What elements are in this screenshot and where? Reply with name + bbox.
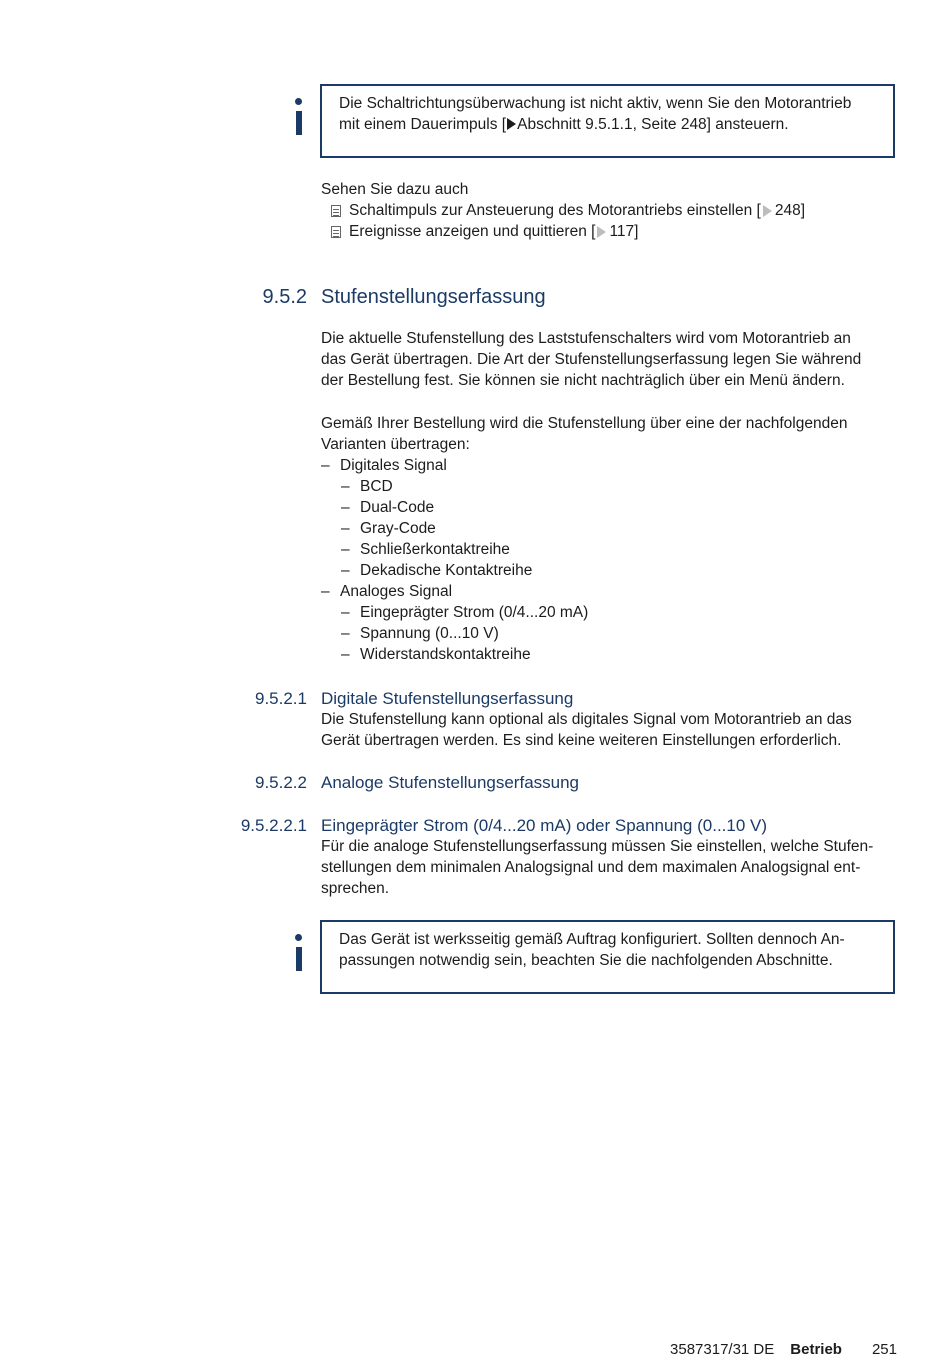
see-also-item[interactable]: Ereignisse anzeigen und quittieren [ 117] — [331, 221, 805, 242]
chapter-name: Betrieb — [790, 1341, 842, 1358]
info-text-line2: mit einem Dauerimpuls [ Abschnitt 9.5.1.1, Seite 248] ansteuern. — [339, 116, 789, 133]
page-footer — [670, 1339, 897, 1360]
section-link[interactable]: Abschnitt 9.5.1.1, Seite 248] ansteuern. — [517, 116, 789, 133]
subsection-title: Analoge Stufenstellungserfassung — [321, 773, 580, 792]
see-also-item[interactable]: Schaltimpuls zur Ansteuerung des Motorantriebs einstellen [ 248] — [331, 200, 805, 221]
document-number: 3587317/31 DE — [670, 1341, 775, 1358]
subsection-title: Eingeprägter Strom (0/4...20 mA) oder Spannung (0...10 V) — [321, 816, 768, 835]
info-box-configuration — [320, 920, 895, 994]
document-icon — [331, 205, 341, 217]
document-icon — [331, 226, 341, 238]
section-paragraph-2: Gemäß Ihrer Bestellung wird die Stufenstellung über eine der nachfolgenden Varianten übertragen: — [321, 415, 848, 453]
info-text-line1: Die Schaltrichtungsüberwachung ist nicht aktiv, wenn Sie den Motorantrieb — [339, 95, 852, 112]
see-also-title: Sehen Sie dazu auch — [321, 181, 469, 198]
section-paragraph-1: Die aktuelle Stufenstellung des Laststufenschalters wird vom Motorantrieb an das Gerät übertragen. Die Art der Stufenstellungserfassung legen Sie während der Bestellung fest. Sie können sie nicht nachträglich über ein Menü ändern. — [321, 330, 862, 389]
page-number: 251 — [871, 1341, 897, 1358]
subsection-number: 9.5.2.2.1 — [240, 816, 307, 835]
subsection-paragraph: Die Stufenstellung kann optional als digitales Signal vom Motorantrieb an das Gerät übertragen werden. Es sind keine weiteren Einstellungen erforderlich. — [321, 711, 852, 749]
info-text-line2: passungen notwendig sein, beachten Sie die nachfolgenden Abschnitte. — [339, 952, 833, 969]
link-arrow-icon — [763, 205, 772, 217]
subsection-title: Digitale Stufenstellungserfassung — [321, 689, 574, 708]
info-box-direction — [320, 84, 895, 158]
see-also-block — [321, 179, 805, 242]
info-text-line1: Das Gerät ist werksseitig gemäß Auftrag konfiguriert. Sollten dennoch An- — [339, 931, 845, 948]
link-arrow-icon — [597, 226, 606, 238]
subsection-number: 9.5.2.1 — [255, 689, 307, 708]
subsection-paragraph: Für die analoge Stufenstellungserfassung müssen Sie einstellen, welche Stufen- stellungen dem minimalen Analogsignal und dem maximalen Analogsignal ent- sprechen. — [321, 838, 874, 897]
link-arrow-icon — [507, 118, 516, 130]
subsection-number: 9.5.2.2 — [255, 773, 307, 792]
section-number: 9.5.2 — [262, 286, 307, 308]
section-title: Stufenstellungserfassung — [321, 286, 546, 308]
